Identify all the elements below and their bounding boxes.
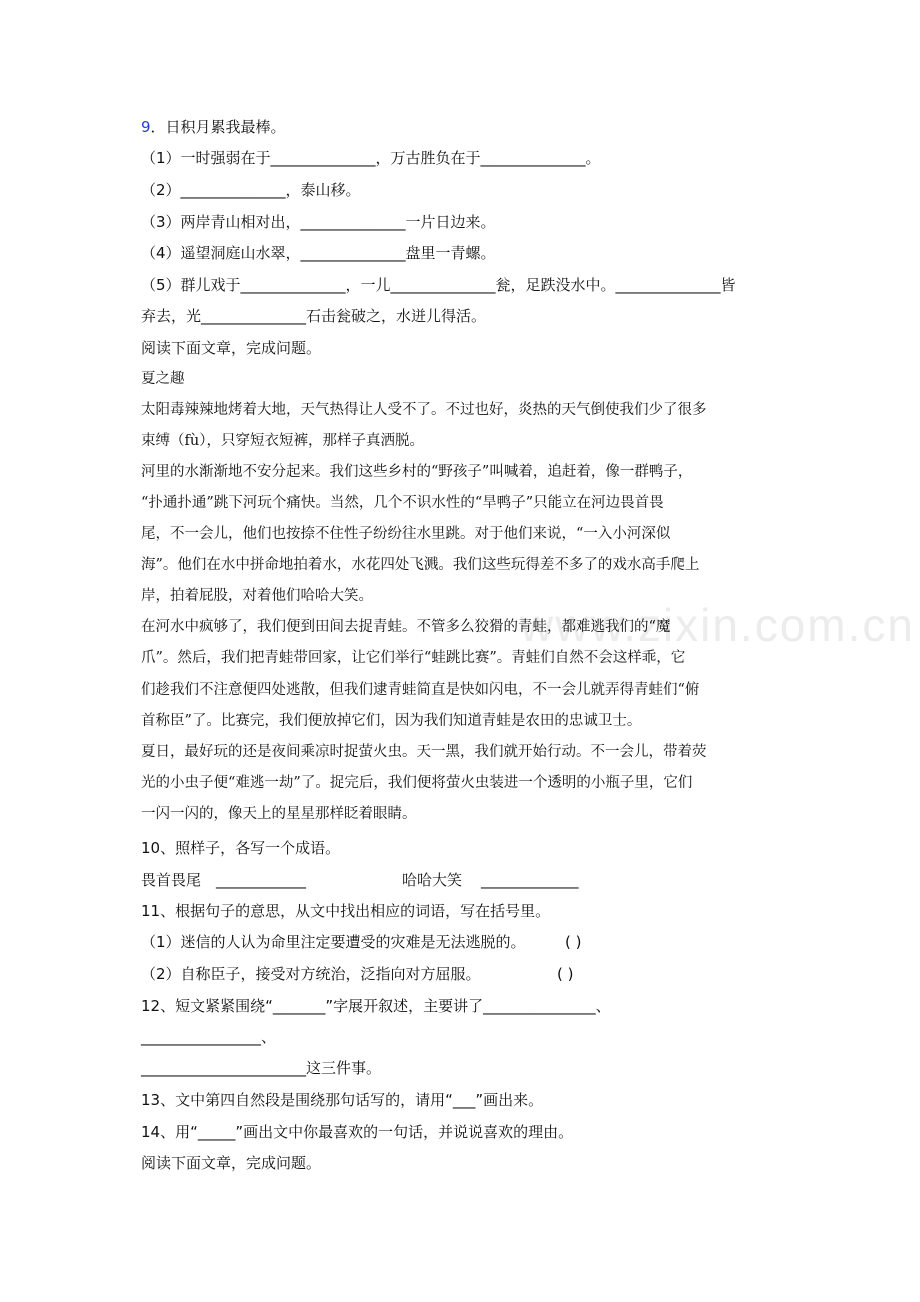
article-line: 河里的水渐渐地不安分起来。我们这些乡村的“野孩子”叫喊着，追赶着，像一群鸭子，	[141, 464, 693, 480]
q10-blank-2: _____________	[481, 871, 579, 889]
article-line: 尾，不一会儿，他们也按捺不住性子纷纷往水里跳。对于他们来说，“一入小河深似	[141, 526, 671, 542]
article-line: 首称臣”了。比赛完，我们便放掉它们，因为我们知道青蛙是农田的忠诚卫士。	[141, 713, 642, 729]
q11-paren-2: ( )	[557, 965, 574, 983]
q9-line-4: （4）遥望洞庭山水翠，______________盘里一青螺。	[141, 244, 496, 262]
article-line: 岸，拍着屁股，对着他们哈哈大笑。	[141, 588, 373, 604]
q10-example-2: 哈哈大笑	[402, 871, 463, 889]
article-line: 夏日，最好玩的还是夜间乘凉时捉萤火虫。天一黑，我们就开始行动。不一会儿，带着荧	[141, 744, 707, 760]
q9-title	[141, 117, 286, 137]
q9-line-5: （5）群儿戏于______________，一儿______________瓮，足跌没水中。______________皆	[141, 276, 736, 294]
article-title: 夏之趣	[141, 371, 185, 387]
q10-title: 10、照样子，各写一个成语。	[141, 839, 341, 857]
q9-line-2: （2）______________，泰山移。	[141, 181, 361, 199]
q12-line-3: ______________________这三件事。	[141, 1059, 382, 1077]
q9-line-6: 弃去，光______________石击瓮破之，水迸儿得活。	[141, 307, 487, 325]
q10-blank-1: ____________	[216, 871, 306, 889]
q11-line-1: （1）迷信的人认为命里注定要遭受的灾难是无法逃脱的。	[141, 933, 526, 951]
q9-number: 9	[141, 118, 151, 136]
article-line: 爪”。然后，我们把青蛙带回家，让它们举行“蛙跳比赛”。青蛙们自然不会这样乖，它	[141, 650, 686, 666]
q9-line-3: （3）两岸青山相对出，______________一片日边来。	[141, 213, 496, 231]
article-line: 光的小虫子便“难逃一劫”了。捉完后，我们便将萤火虫装进一个透明的小瓶子里，它们	[141, 775, 693, 791]
article-line: 海”。他们在水中拼命地拍着水，水花四处飞溅。我们这些玩得差不多了的戏水高手爬上	[141, 557, 700, 573]
q11-title: 11、根据句子的意思，从文中找出相应的词语，写在括号里。	[141, 902, 551, 920]
article-line: 在河水中疯够了，我们便到田间去捉青蛙。不管多么狡猾的青蛙，都难逃我们的“魔	[141, 619, 671, 635]
q13: 13、文中第四自然段是围绕那句话写的，请用“___”画出来。	[141, 1091, 544, 1109]
reading-intro-1: 阅读下面文章，完成问题。	[141, 339, 322, 357]
article-line: “扑通扑通”跳下河玩个痛快。当然，几个不识水性的“旱鸭子”只能立在河边畏首畏	[141, 495, 664, 511]
q11-line-2: （2）自称臣子，接受对方统治，泛指向对方屈服。	[141, 965, 481, 983]
article-line: 太阳毒辣辣地烤着大地，天气热得让人受不了。不过也好，炎热的天气倒使我们少了很多	[141, 402, 707, 418]
q12-line-1: 12、短文紧紧围绕“_______”字展开叙述，主要讲了_______________、	[141, 997, 611, 1015]
article-line: 们趁我们不注意便四处逃散，但我们逮青蛙简直是快如闪电，不一会儿就弄得青蛙们“俯	[141, 682, 700, 698]
q9-title-text: ．日积月累我最棒。	[150, 118, 286, 136]
watermark: www.zixin.com.cn	[520, 599, 915, 651]
article-line: 一闪一闪的，像天上的星星那样眨着眼睛。	[141, 806, 417, 822]
q11-paren-1: ( )	[565, 933, 582, 951]
q14: 14、用“_____”画出文中你最喜欢的一句话，并说说喜欢的理由。	[141, 1123, 574, 1141]
q10-example-1: 畏首畏尾	[141, 871, 202, 889]
q9-line-1: （1）一时强弱在于______________，万古胜负在于______________。	[141, 149, 601, 167]
reading-intro-2: 阅读下面文章，完成问题。	[141, 1154, 322, 1172]
article-line: 束缚（fù），只穿短衣短裤，那样子真洒脱。	[141, 433, 424, 449]
q12-line-2: ________________、	[141, 1028, 277, 1046]
